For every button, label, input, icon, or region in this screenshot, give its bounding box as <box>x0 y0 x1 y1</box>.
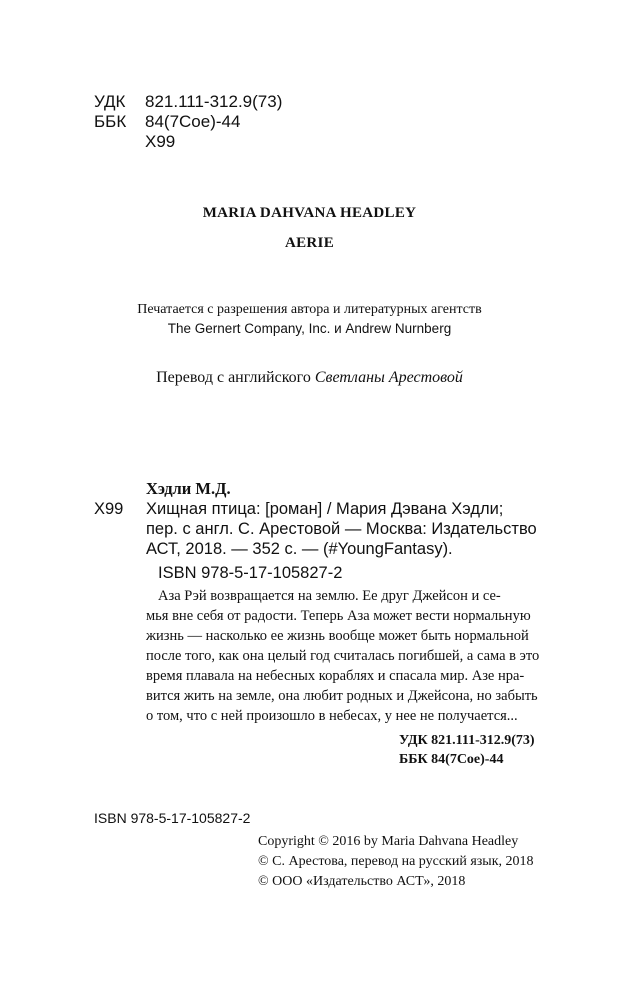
record-line-3: АСТ, 2018. — 352 с. — (#YoungFantasy). <box>146 540 453 558</box>
annotation-line: Аза Рэй возвращается на землю. Ее друг Джейсон и се- <box>158 588 501 604</box>
annotation-line: мья вне себя от радости. Теперь Аза может вести нормальную <box>146 608 531 624</box>
record-line-1: Хищная птица: [роман] / Мария Дэвана Хэдли; <box>146 500 504 518</box>
record-mark: Х99 <box>94 500 124 518</box>
annotation-line: вится жить на земле, она любит родных и Джейсона, но забыть <box>146 688 538 704</box>
annotation-line: о том, что с ней произошло в небесах, у нее не получается... <box>146 708 518 724</box>
annotation-udk: УДК 821.111-312.9(73) <box>399 733 535 748</box>
annotation-line: время плавала на небесных кораблях и спасала мир. Азе нра- <box>146 668 525 684</box>
udk-label: УДК <box>94 92 126 111</box>
copyright-line-2: © С. Арестова, перевод на русский язык, 2018 <box>258 854 534 869</box>
annotation-bbk: ББК 84(7Сое)-44 <box>399 752 504 767</box>
original-title: AERIE <box>284 235 334 251</box>
copyright-line-3: © ООО «Издательство АСТ», 2018 <box>258 874 466 889</box>
annotation-line: после того, как она целый год считалась погибшей, а сама в это <box>146 648 540 664</box>
permission-line-2: The Gernert Company, Inc. и Andrew Nurnberg <box>167 321 452 336</box>
record-isbn: ISBN 978-5-17-105827-2 <box>158 564 343 582</box>
author-mark: Х99 <box>145 132 176 151</box>
footer-isbn: ISBN 978-5-17-105827-2 <box>94 810 251 826</box>
bbk-value: 84(7Сое)-44 <box>145 112 241 131</box>
annotation-line: жизнь — насколько ее жизнь вообще может быть нормальной <box>146 628 529 644</box>
permission-line-1: Печатается с разрешения автора и литературных агентств <box>137 302 482 317</box>
original-author: MARIA DAHVANA HEADLEY <box>202 205 417 221</box>
translation-prefix: Перевод с английского <box>156 369 315 386</box>
record-line-2: пер. с англ. С. Арестовой — Москва: Издательство <box>146 520 537 538</box>
record-heading: Хэдли М.Д. <box>146 479 231 498</box>
bbk-label: ББК <box>94 112 127 131</box>
translation-credit <box>0 369 619 387</box>
translator-name: Светланы Арестовой <box>314 369 463 386</box>
copyright-line-1: Copyright © 2016 by Maria Dahvana Headley <box>258 834 519 849</box>
udk-value: 821.111-312.9(73) <box>145 92 283 111</box>
